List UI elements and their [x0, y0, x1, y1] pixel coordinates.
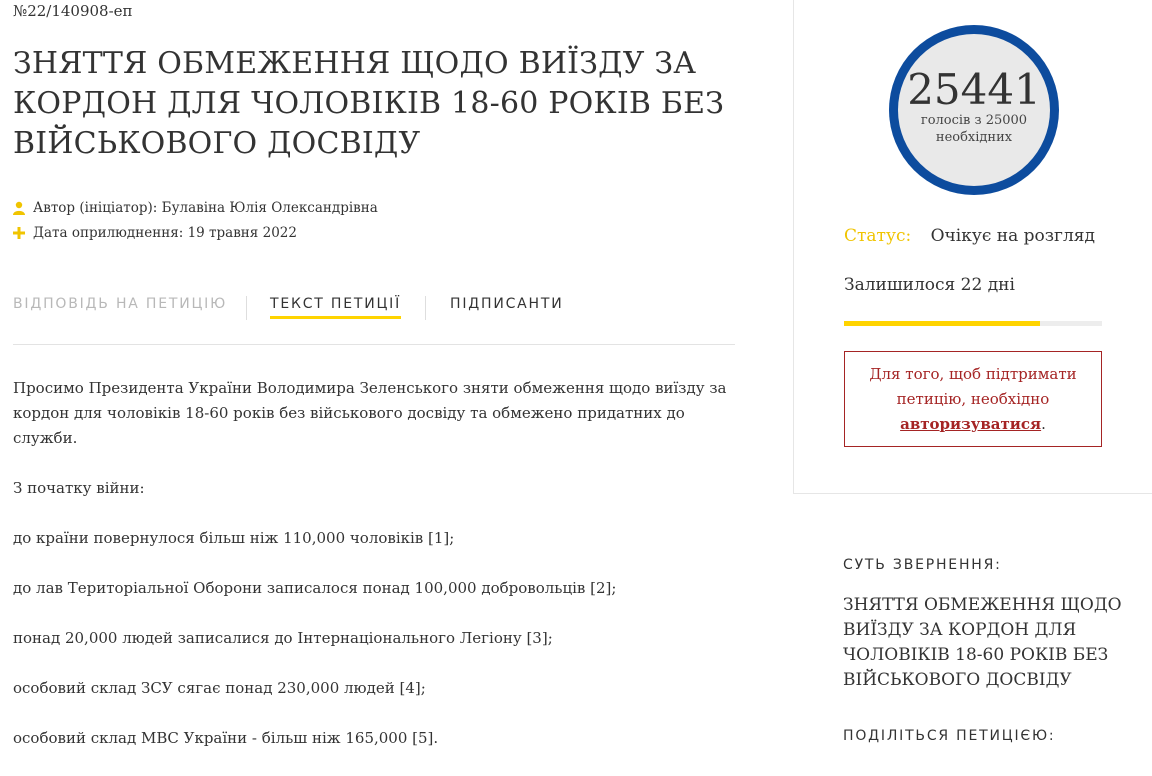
tab-answer[interactable]: ВІДПОВІДЬ НА ПЕТИЦІЮ [13, 296, 228, 312]
status-value: Очікує на розгляд [930, 226, 1095, 246]
petition-number: №22/140908-еп [13, 2, 133, 20]
time-remaining: Залишилося 22 дні [844, 275, 1015, 295]
tab-signers[interactable]: ПІДПИСАНТИ [450, 296, 564, 312]
petition-title: ЗНЯТТЯ ОБМЕЖЕННЯ ЩОДО ВИЇЗДУ ЗА КОРДОН ДЛЯ ЧОЛОВІКІВ 18-60 РОКІВ БЕЗ ВІЙСЬКОВОГО ДОСВІДУ [13, 46, 725, 161]
author-row [13, 200, 378, 216]
published-row [13, 225, 297, 241]
share-label: ПОДІЛІТЬСЯ ПЕТИЦІЄЮ: [843, 728, 1056, 744]
tab-divider [425, 296, 426, 320]
status-row [844, 226, 1095, 246]
petition-tabs [13, 296, 735, 345]
body-paragraph: до країни повернулося більш ніж 110,000 чоловіків [1]; [13, 529, 455, 547]
login-link[interactable]: авторизуватися [900, 415, 1042, 433]
petition-body [13, 376, 735, 776]
tab-divider [246, 296, 247, 320]
votes-progress-fill [844, 321, 1040, 326]
body-paragraph: З початку війни: [13, 479, 145, 497]
votes-progress-bar [844, 321, 1102, 326]
author-text: Автор (ініціатор): Булавіна Юлія Олександрівна [33, 200, 378, 216]
body-paragraph: до лав Територіальної Оборони записалося понад 100,000 добровольців [2]; [13, 579, 617, 597]
summary-label: СУТЬ ЗВЕРНЕННЯ: [843, 557, 1002, 573]
votes-caption: голосів з 25000 необхідних [920, 113, 1028, 145]
votes-count: 25441 [907, 65, 1041, 114]
votes-counter [889, 25, 1059, 195]
plus-icon [13, 226, 25, 240]
auth-text: Для того, щоб підтримати петицію, необхідно [869, 365, 1077, 408]
user-icon [13, 201, 25, 215]
auth-dot: . [1041, 415, 1046, 433]
votes-counter-inner [898, 34, 1050, 186]
body-paragraph: особовий склад ЗСУ сягає понад 230,000 людей [4]; [13, 679, 426, 697]
tab-petition-text[interactable]: ТЕКСТ ПЕТИЦІЇ [270, 296, 401, 319]
status-label: Статус: [844, 226, 912, 246]
petition-summary-section [843, 557, 1133, 744]
body-paragraph: понад 20,000 людей записалися до Інтернаціонального Легіону [3]; [13, 629, 553, 647]
body-paragraph: особовий склад МВС України - більш ніж 165,000 [5]. [13, 729, 439, 747]
sidebar-panel [793, 0, 1152, 494]
summary-text: ЗНЯТТЯ ОБМЕЖЕННЯ ЩОДО ВИЇЗДУ ЗА КОРДОН ДЛЯ ЧОЛОВІКІВ 18-60 РОКІВ БЕЗ ВІЙСЬКОВОГО ДОСВІДУ [843, 595, 1122, 690]
body-paragraph: Просимо Президента України Володимира Зеленського зняти обмеження щодо виїзду за кордон для чоловіків 18-60 років без військового досвіду та обмежено придатних до служби. [13, 379, 727, 447]
published-text: Дата оприлюднення: 19 травня 2022 [33, 225, 297, 241]
auth-notice [844, 351, 1102, 447]
